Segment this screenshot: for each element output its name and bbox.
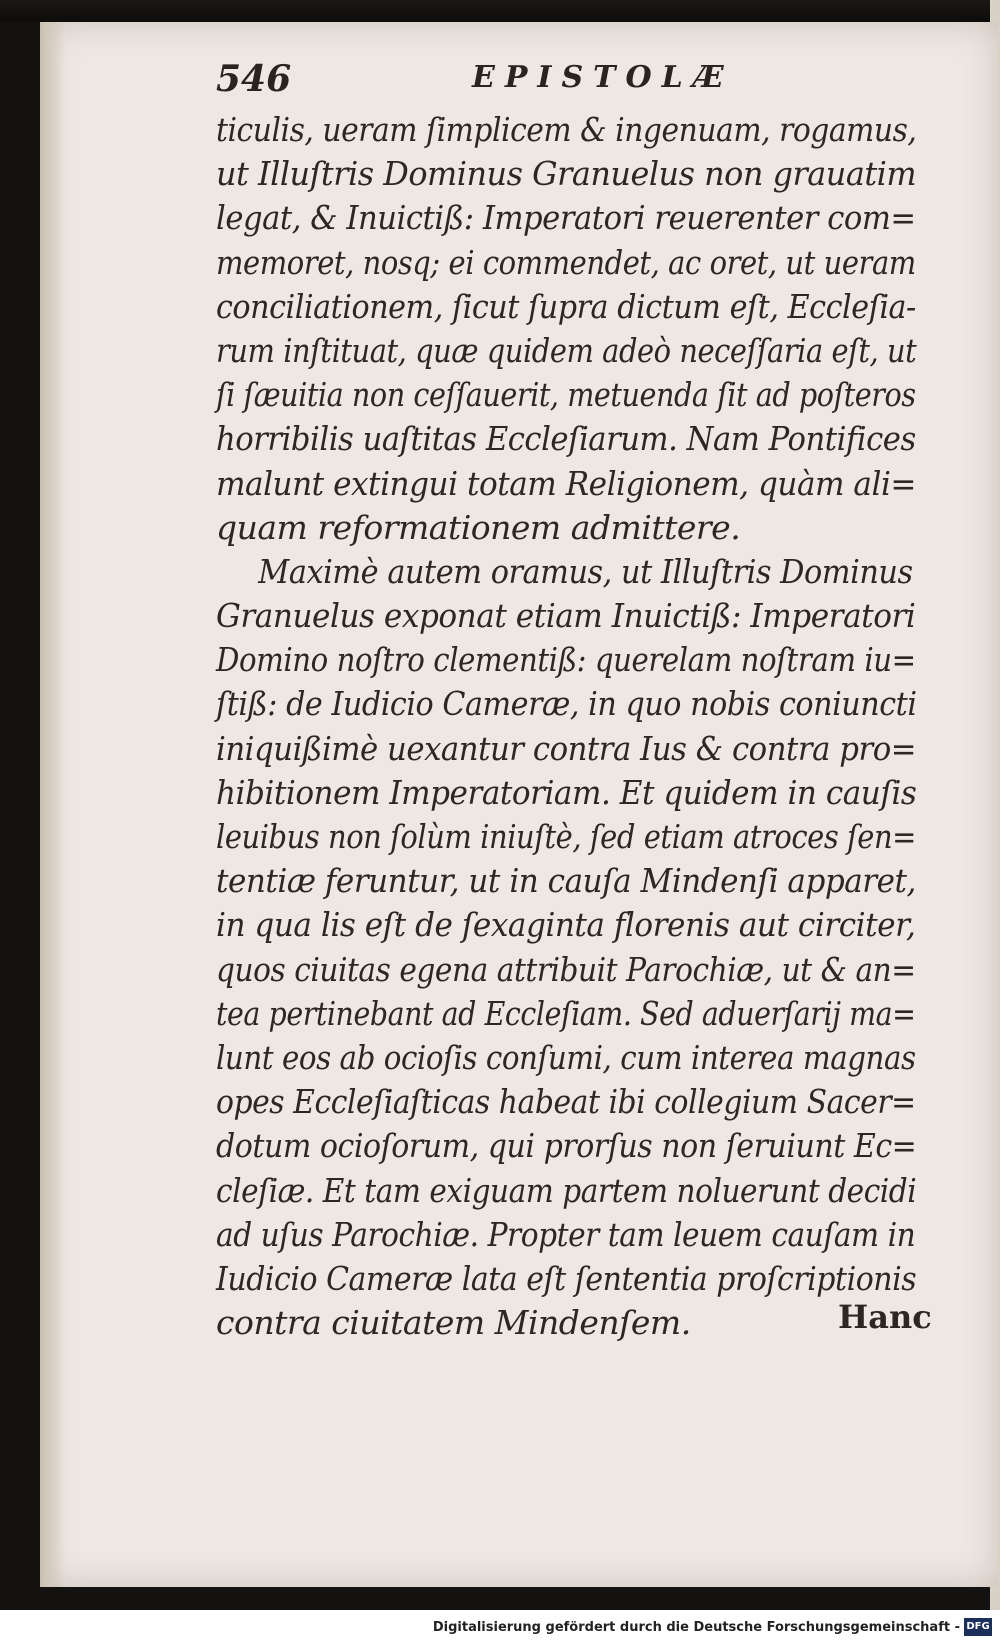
text-line-paragraph-start: Maximè autem oramus, ut Illuſtris Dominus bbox=[258, 551, 913, 591]
body-text bbox=[216, 108, 916, 1345]
text-line: legat, & Inuictiß: Imperatori reuerenter com= bbox=[216, 198, 916, 238]
text-line: quam reformationem admittere. bbox=[216, 507, 741, 547]
text-line: memoret, nosq; ei commendet, ac oret, ut ueram bbox=[216, 242, 916, 282]
text-line: lunt eos ab ocioſis conſumi, cum interea magnas bbox=[216, 1037, 916, 1077]
text-line: leuibus non ſolùm iniuſtè, ſed etiam atroces ſen= bbox=[216, 817, 916, 856]
scan-background-top bbox=[0, 0, 1000, 22]
page-header bbox=[216, 58, 916, 108]
text-line: iniquißimè uexantur contra Ius & contra pro= bbox=[216, 728, 917, 768]
text-line: opes Eccleſiaſticas habeat ibi collegium Sacer= bbox=[216, 1082, 916, 1122]
text-line: tea pertinebant ad Eccleſiam. Sed aduerſarij ma= bbox=[216, 993, 916, 1033]
text-line: ſtiß: de Iudicio Cameræ, in quo nobis coniuncti bbox=[216, 684, 917, 724]
text-line: malunt extingui totam Religionem, quàm ali= bbox=[216, 463, 917, 503]
text-line: Iudicio Cameræ lata eſt ſententia proſcriptionis bbox=[216, 1258, 917, 1298]
text-line: horribilis uaſtitas Eccleſiarum. Nam Pontifices bbox=[216, 419, 916, 459]
text-line: ticulis, ueram ſimplicem & ingenuam, rogamus, bbox=[216, 110, 917, 149]
text-line: cleſiæ. Et tam exiguam partem noluerunt decidi bbox=[216, 1170, 917, 1210]
catchword: Hanc bbox=[838, 1298, 932, 1336]
text-line: in qua lis eſt de ſexaginta florenis aut circiter, bbox=[216, 905, 916, 945]
text-line: ad uſus Parochiæ. Propter tam leuem cauſam in bbox=[216, 1214, 916, 1254]
text-line: Granuelus exponat etiam Inuictiß: Imperatori bbox=[216, 596, 916, 636]
text-line: rum inſtituat, quæ quidem adeò neceſſaria eſt, ut bbox=[216, 330, 917, 370]
text-line: hibitionem Imperatoriam. Et quidem in cauſis bbox=[216, 772, 917, 812]
footer-bar bbox=[0, 1610, 1000, 1646]
text-line: dotum ocioſorum, qui prorſus non ſeruiunt Ec= bbox=[216, 1126, 917, 1166]
funding-credit: Digitalisierung gefördert durch die Deutsche Forschungsgemeinschaft - bbox=[432, 1620, 960, 1635]
text-line: ut Illuſtris Dominus Granuelus non grauatim bbox=[216, 154, 917, 194]
page-number: 546 bbox=[216, 58, 292, 100]
text-line: conciliationem, ſicut ſupra dictum eſt, Eccleſia- bbox=[216, 286, 916, 326]
dfg-logo-icon: DFG bbox=[964, 1618, 992, 1636]
text-line: tentiæ feruntur, ut in cauſa Mindenſi apparet, bbox=[216, 861, 916, 901]
running-head: EPISTOLÆ bbox=[472, 60, 734, 95]
text-line: contra ciuitatem Mindenſem. bbox=[216, 1303, 691, 1343]
text-line: quos ciuitas egena attribuit Parochiæ, ut & an= bbox=[216, 949, 916, 989]
text-line: ſi ſæuitia non ceſſauerit, metuenda ſit ad poſteros bbox=[216, 375, 916, 415]
text-line: Domino noſtro clementiß: querelam noſtram iu= bbox=[216, 640, 916, 680]
